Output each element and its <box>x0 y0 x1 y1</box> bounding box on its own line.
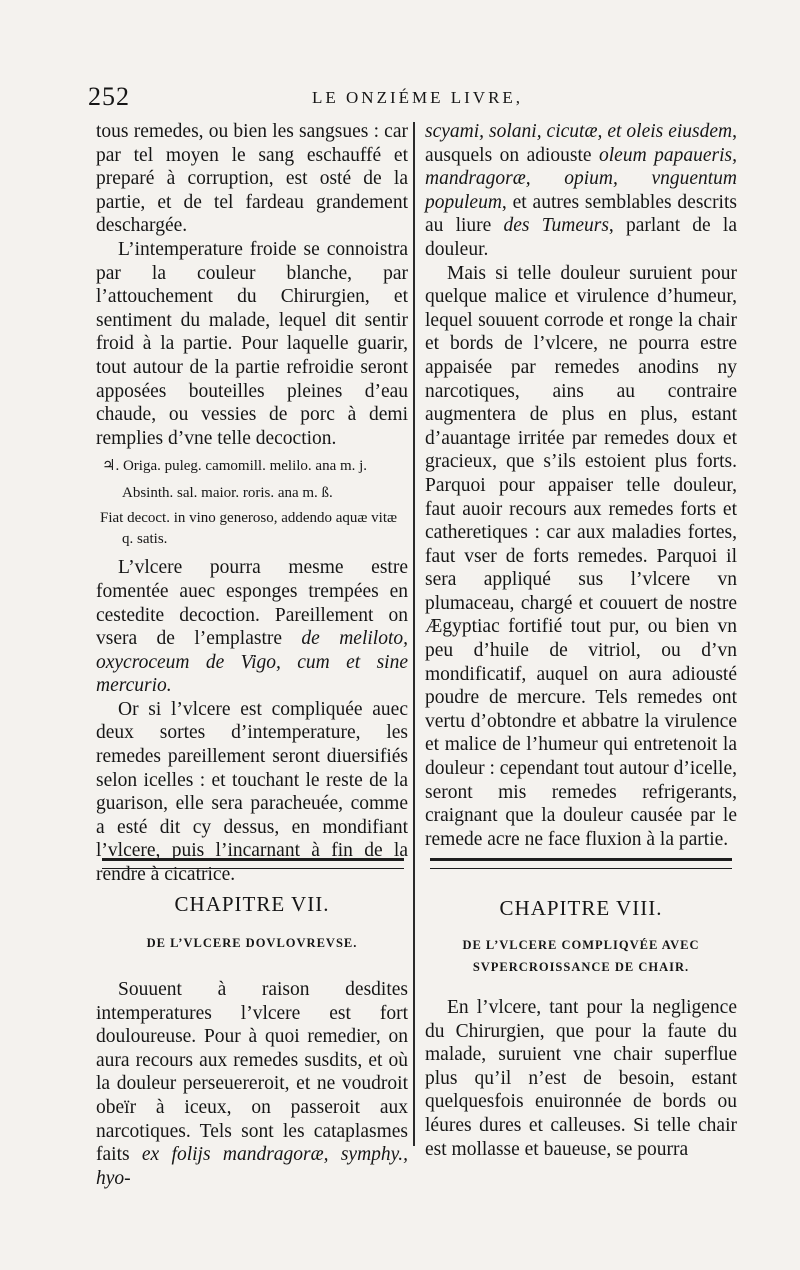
prescription-line: Absinth. sal. maior. roris. ana m. ß. <box>122 485 333 502</box>
paragraph: tous remedes, ou bien les sangsues : car par tel moyen le sang eschauffé et preparé à corruption, est osté de la partie, et de tel fardeau grandement deschargée. <box>96 121 408 237</box>
paragraph <box>425 120 737 262</box>
paragraph <box>96 978 408 1190</box>
page-number: 252 <box>88 82 130 111</box>
latin-text: oleum papaueris, mandragoræ, opium, vnguentum populeum <box>425 144 738 213</box>
book-reference: des Tumeurs <box>503 215 609 237</box>
chapter-separator <box>430 858 732 869</box>
text-span: Souuent à raison desdites intemperatures l’vlcere est fort douloureuse. Pour à quoi remedier, on aura recours aux remedes susdits, et où la douleur perseuereroit, et ne voudroit obeïr à iceux, on passeroit aux narcotiques. Tels sont les cataplasmes faits <box>96 979 408 1166</box>
chapter-subtitle: DE L’VLCERE COMPLIQVÉE AVEC SVPERCROISSANCE DE CHAIR. <box>462 938 700 974</box>
prescription-line: ♃. Origa. puleg. camomill. melilo. ana m. j. <box>102 458 368 475</box>
chapter-title: CHAPITRE VII. <box>174 892 330 916</box>
page-header <box>88 82 728 118</box>
left-column <box>96 120 408 887</box>
left-column-continued <box>96 978 408 1190</box>
right-column-continued <box>425 996 737 1161</box>
text-span: L’vlcere pourra mesme estre fomentée auec esponges trempées en cestedite decoction. Pareillement on vsera de l’emplastre <box>96 557 408 650</box>
paragraph: En l’vlcere, tant pour la negligence du Chirurgien, que pour la faute du malade, suruient vne chair superflue plus qu’il n’est de besoin, estant quelquesfois enuironnée de bords ou léures dures et calleuses. Si telle chair est mollasse et baueuse, se pourra <box>425 997 737 1160</box>
prescription-instruction: Fiat decoct. in vino generoso, addendo aquæ vitæ q. satis. <box>100 510 398 548</box>
latin-text: scyami, solani, cicutæ, et oleis eiusdem <box>425 121 733 142</box>
text-span: , ausquels on adiouste <box>425 121 737 166</box>
paragraph: Mais si telle douleur suruient pour quelque malice et virulence d’humeur, lequel souuent corrode et ronge la chair et bords de l’vlcere, ne pourra estre appaisée par remedes anodins ny narcotiques, ains au contraire augmentera de plus en plus, estant d’auantage irritée par remedes doux et gracieux, que s’ils estoient plus forts. Parquoi pour appaiser telle douleur, faut auoir recours aux remedes forts et catheretiques : car aux maladies fortes, faut vser de forts remedes. Parquoi il sera appliqué sus l’vlcere vn plumaceau, chargé et couuert de nostre Ægyptiac fortifié tout pur, ou bien vn peu d’huile de vitriol, ou d’vn mondificatif, auquel on aura adiousté poudre de mercure. Tels remedes ont vertu d’obtondre et abbatre la virulence et malice de l’humeur qui entretenoit la douleur : cependant tout autour d’icelle, seront mis remedes refrigerants, craignant que la douleur causée par le remede acre ne face fluxion à la partie. <box>425 262 737 850</box>
running-title: LE ONZIÉME LIVRE, <box>312 88 524 107</box>
chapter-separator <box>102 858 404 869</box>
latin-text: de meliloto, oxycroceum de Vigo, cum et sine mercurio. <box>96 628 408 697</box>
paragraph: Or si l’vlcere est compliquée auec deux sortes d’intemperature, les remedes pareillement seront diuersifiés selon icelles : et touchant le reste de la guarison, elle sera paracheuée, comme a esté dit cy dessus, en mondifiant l’vlcere, puis l’incarnant à fin de la rendre à cicatrice. <box>96 698 408 886</box>
column-divider <box>413 122 415 1146</box>
right-column <box>425 120 737 851</box>
paragraph: L’intemperature froide se connoistra par la couleur blanche, par l’attouchement du Chirurgien, et sentiment du malade, lequel dit sentir froid à la partie. Pour laquelle guarir, tout autour de la partie refroidie seront apposées bouteilles pleines d’eau chaude, ou vessies de porc à demi remplies d’vne telle decoction. <box>96 238 408 449</box>
chapter-subtitle: DE L’VLCERE DOVLOVREVSE. <box>146 936 358 950</box>
text-span: , parlant de la douleur. <box>425 215 737 260</box>
chapter-title: CHAPITRE VIII. <box>499 896 663 920</box>
paragraph <box>96 556 408 698</box>
latin-text: ex folijs mandragoræ, symphy., hyo- <box>96 1144 408 1189</box>
text-span: , et autres semblables descrits au liure <box>425 191 737 237</box>
